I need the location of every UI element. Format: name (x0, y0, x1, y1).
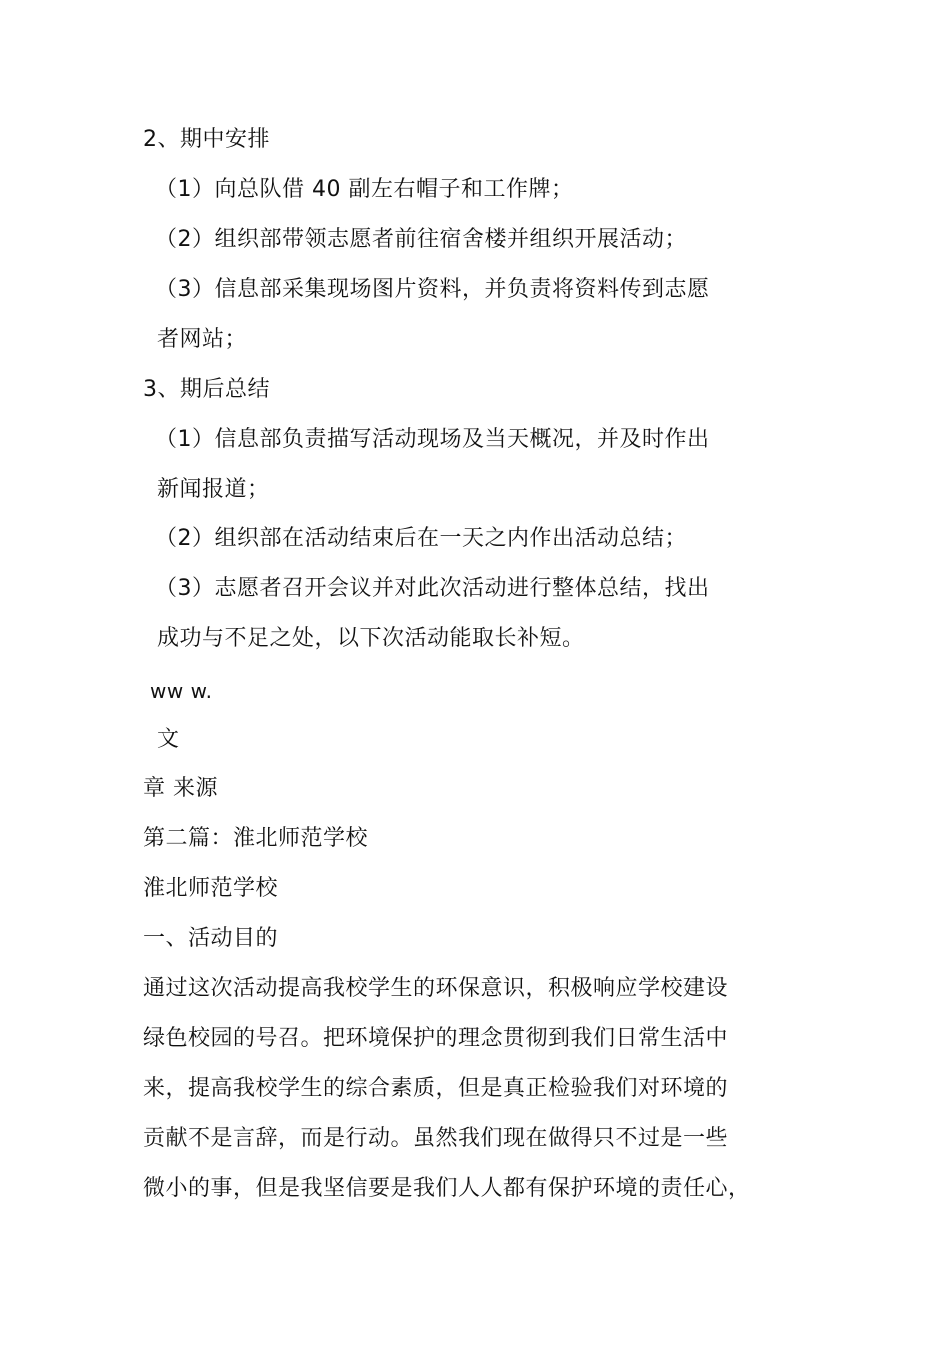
purpose-paragraph-line-5: 微小的事，但是我坚信要是我们人人都有保护环境的责任心， (143, 1176, 751, 1201)
summary-item-1: （1）信息部负责描写活动现场及当天概况，并及时作出 (155, 427, 710, 452)
heading-activity-purpose: 一、活动目的 (143, 926, 279, 951)
midterm-item-1: （1）向总队借 40 副左右帽子和工作牌； (155, 177, 574, 202)
midterm-item-2: （2）组织部带领志愿者前往宿舍楼并组织开展活动； (155, 227, 687, 252)
heading-midterm-arrangement: 2、期中安排 (143, 127, 270, 152)
summary-item-1-continued: 新闻报道； (157, 477, 270, 502)
purpose-paragraph-line-1: 通过这次活动提高我校学生的环保意识，积极响应学校建设 (143, 976, 729, 1001)
summary-item-3: （3）志愿者召开会议并对此次活动进行整体总结，找出 (155, 576, 710, 601)
midterm-item-3-continued: 者网站； (157, 327, 248, 352)
source-fragment-wen: 文 (157, 727, 180, 752)
source-fragment-www: ww w. (150, 679, 213, 703)
summary-item-2: （2）组织部在活动结束后在一天之内作出活动总结； (155, 526, 687, 551)
purpose-paragraph-line-2: 绿色校园的号召。把环境保护的理念贯彻到我们日常生活中 (143, 1026, 729, 1051)
summary-item-3-continued: 成功与不足之处，以下次活动能取长补短。 (157, 626, 585, 651)
chapter-two-title: 第二篇：淮北师范学校 (143, 826, 369, 851)
midterm-item-3: （3）信息部采集现场图片资料，并负责将资料传到志愿 (155, 277, 710, 302)
heading-post-summary: 3、期后总结 (143, 377, 270, 402)
purpose-paragraph-line-3: 来，提高我校学生的综合素质，但是真正检验我们对环境的 (143, 1076, 729, 1101)
school-name: 淮北师范学校 (143, 876, 279, 901)
source-fragment-zhang-source: 章 来源 (143, 776, 218, 801)
purpose-paragraph-line-4: 贡献不是言辞，而是行动。虽然我们现在做得只不过是一些 (143, 1126, 729, 1151)
